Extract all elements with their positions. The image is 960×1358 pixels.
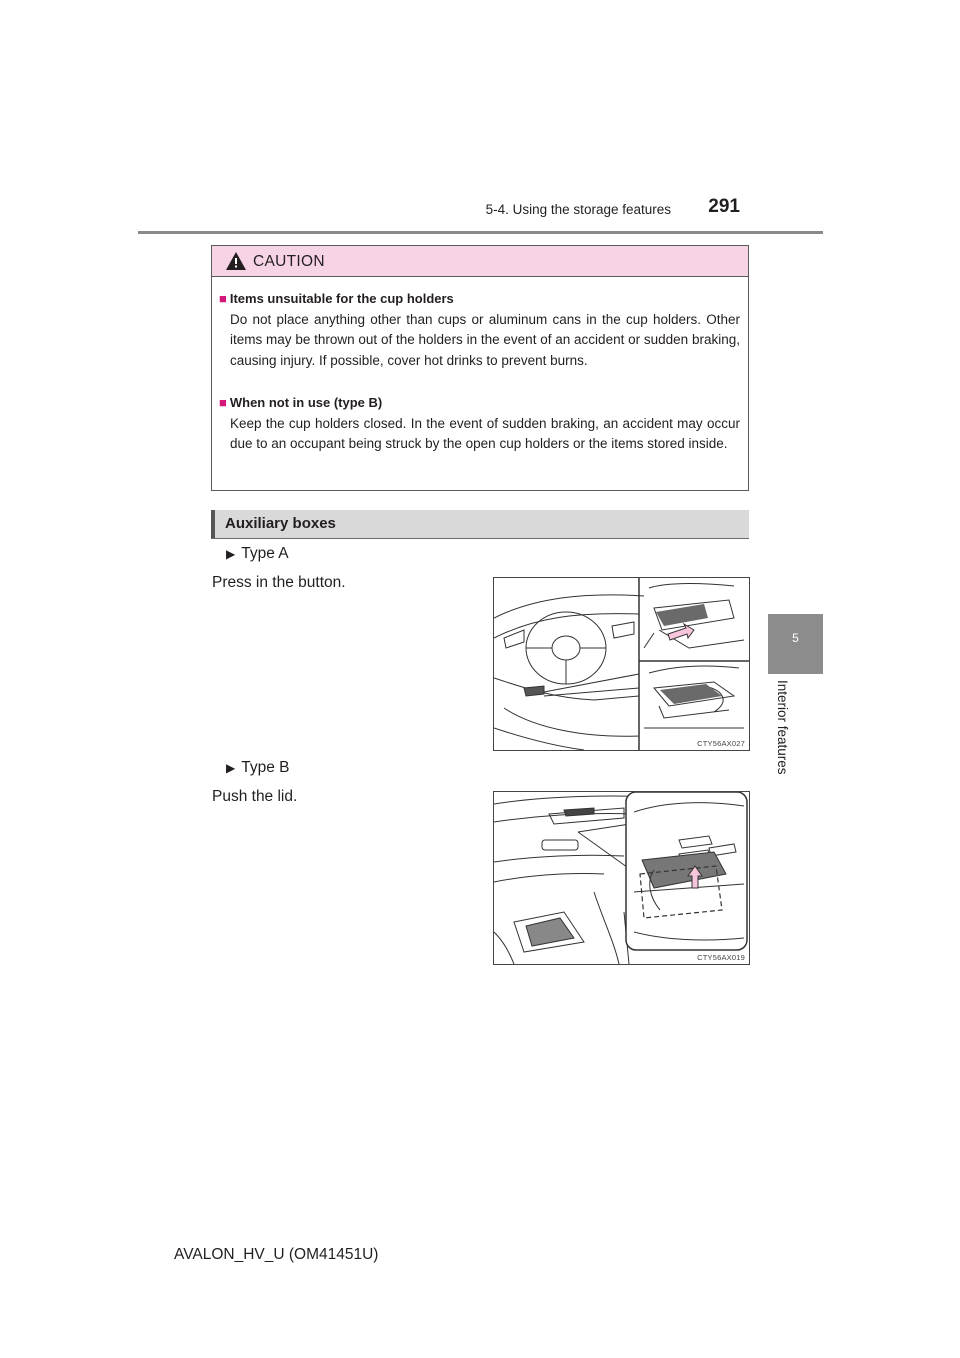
chapter-number: 5 xyxy=(792,631,799,645)
section-heading-bar xyxy=(211,510,749,539)
square-bullet-icon: ■ xyxy=(219,395,227,410)
console-illustration xyxy=(494,792,749,964)
type-b-instruction: Push the lid. xyxy=(212,788,298,805)
caution-box xyxy=(211,245,749,491)
warning-triangle-icon xyxy=(225,251,247,271)
page-number: 291 xyxy=(708,196,740,217)
section-heading: Auxiliary boxes xyxy=(225,515,336,532)
dashboard-illustration xyxy=(494,578,749,750)
triangle-bullet-icon: ▶ xyxy=(226,547,236,561)
type-b-label: ▶ Type B xyxy=(226,759,290,776)
chapter-label-vertical xyxy=(770,674,800,814)
figure-type-b xyxy=(493,791,750,965)
caution-item-text: Do not place anything other than cups or aluminum cans in the cup holders. Other items may be thrown out of the holders in the event of an accident or sudden braking, causing injury. If possible, cover hot drinks to prevent burns. xyxy=(230,312,740,368)
caution-title: CAUTION xyxy=(253,253,325,270)
header-rule xyxy=(138,231,823,234)
footer-model: AVALON_HV_U (OM41451U) xyxy=(174,1246,379,1263)
caution-item-text: Keep the cup holders closed. In the event of sudden braking, an accident may occur due to an occupant being struck by the open cup holders or the items stored inside. xyxy=(230,416,740,452)
type-a-instruction: Press in the button. xyxy=(212,574,346,591)
section-title: 5-4. Using the storage features xyxy=(485,202,671,217)
figure-code: CTY56AX027 xyxy=(697,739,745,748)
square-bullet-icon: ■ xyxy=(219,291,227,306)
chapter-label: Interior features xyxy=(775,680,790,775)
caution-header xyxy=(212,246,748,277)
chapter-tab xyxy=(768,614,823,674)
caution-item-heading: ■ When not in use (type B) xyxy=(219,395,383,410)
triangle-bullet-icon: ▶ xyxy=(226,761,236,775)
figure-code: CTY56AX019 xyxy=(697,953,745,962)
type-a-label: ▶ Type A xyxy=(226,545,289,562)
figure-type-a xyxy=(493,577,750,751)
caution-item-heading: ■ Items unsuitable for the cup holders xyxy=(219,291,454,306)
